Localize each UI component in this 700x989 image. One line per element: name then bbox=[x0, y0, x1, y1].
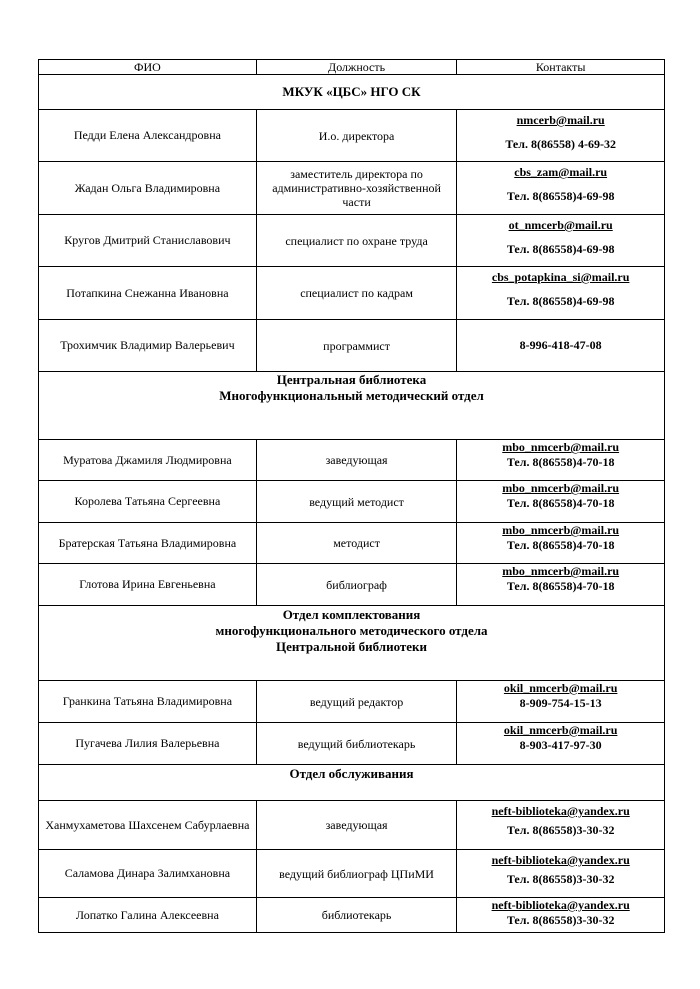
table-row bbox=[39, 801, 665, 850]
section-heading-row bbox=[39, 75, 665, 110]
employee-contacts bbox=[457, 267, 665, 320]
employee-contacts bbox=[457, 215, 665, 267]
employee-contacts bbox=[457, 320, 665, 372]
table-row bbox=[39, 681, 665, 723]
employee-name: Жадан Ольга Владимировна bbox=[39, 162, 257, 215]
employee-position: специалист по охране труда bbox=[256, 215, 457, 267]
email-link[interactable]: mbo_nmcerb@mail.ru bbox=[502, 481, 620, 495]
section-heading-row bbox=[39, 765, 665, 801]
column-header-contacts: Контакты bbox=[457, 60, 665, 75]
phone-number: 8-996-418-47-08 bbox=[519, 338, 602, 352]
column-header-fio: ФИО bbox=[39, 60, 257, 75]
email-link[interactable]: mbo_nmcerb@mail.ru bbox=[502, 523, 620, 537]
phone-number: Тел. 8(86558)4-70-18 bbox=[506, 455, 615, 469]
employee-contacts bbox=[457, 801, 665, 850]
email-link[interactable]: neft-biblioteka@yandex.ru bbox=[491, 853, 630, 867]
phone-number: Тел. 8(86558)3-30-32 bbox=[506, 913, 615, 927]
employee-name: Пугачева Лилия Валерьевна bbox=[39, 723, 257, 765]
phone-number: 8-903-417-97-30 bbox=[519, 738, 602, 752]
table-row bbox=[39, 320, 665, 372]
section-title bbox=[39, 75, 665, 110]
email-link[interactable]: okil_nmcerb@mail.ru bbox=[503, 723, 618, 737]
employee-position: ведущий методист bbox=[256, 481, 457, 523]
employee-name: Саламова Динара Залимхановна bbox=[39, 850, 257, 898]
email-link[interactable]: mbo_nmcerb@mail.ru bbox=[502, 440, 620, 454]
table-row bbox=[39, 564, 665, 606]
section-title-line: Центральная библиотека bbox=[276, 372, 427, 387]
phone-number: Тел. 8(86558)4-69-98 bbox=[506, 294, 615, 308]
employee-contacts bbox=[457, 723, 665, 765]
table-row bbox=[39, 215, 665, 267]
employee-name: Потапкина Снежанна Ивановна bbox=[39, 267, 257, 320]
email-link[interactable]: ot_nmcerb@mail.ru bbox=[508, 218, 613, 232]
section-title bbox=[39, 765, 665, 801]
email-link[interactable]: cbs_potapkina_si@mail.ru bbox=[491, 270, 630, 284]
section-heading-row bbox=[39, 606, 665, 681]
table-row bbox=[39, 162, 665, 215]
employee-contacts bbox=[457, 681, 665, 723]
employee-name: Братерская Татьяна Владимировна bbox=[39, 523, 257, 564]
section-title-line: Отдел обслуживания bbox=[289, 766, 414, 781]
table-header-row bbox=[39, 60, 665, 75]
table-row bbox=[39, 523, 665, 564]
employee-position: специалист по кадрам bbox=[256, 267, 457, 320]
employee-name: Королева Татьяна Сергеевна bbox=[39, 481, 257, 523]
employee-contacts bbox=[457, 162, 665, 215]
section-heading-row bbox=[39, 372, 665, 440]
staff-contacts-table bbox=[38, 59, 665, 933]
table-row bbox=[39, 110, 665, 162]
table-row bbox=[39, 267, 665, 320]
employee-contacts bbox=[457, 850, 665, 898]
email-link[interactable]: cbs_zam@mail.ru bbox=[514, 165, 608, 179]
phone-number: Тел. 8(86558)4-69-98 bbox=[506, 189, 615, 203]
section-title-line: Многофункциональный методический отдел bbox=[219, 388, 484, 403]
employee-position: И.о. директора bbox=[256, 110, 457, 162]
employee-name: Глотова Ирина Евгеньевна bbox=[39, 564, 257, 606]
employee-contacts bbox=[457, 110, 665, 162]
table-row bbox=[39, 440, 665, 481]
employee-name: Лопатко Галина Алексеевна bbox=[39, 898, 257, 933]
email-link[interactable]: neft-biblioteka@yandex.ru bbox=[491, 898, 630, 912]
phone-number: 8-909-754-15-13 bbox=[519, 696, 602, 710]
phone-number: Тел. 8(86558)3-30-32 bbox=[506, 872, 615, 886]
section-title bbox=[39, 606, 665, 681]
table-row bbox=[39, 481, 665, 523]
employee-name: Кругов Дмитрий Станиславович bbox=[39, 215, 257, 267]
employee-position: ведущий редактор bbox=[256, 681, 457, 723]
column-header-position: Должность bbox=[256, 60, 457, 75]
employee-contacts bbox=[457, 523, 665, 564]
employee-name: Трохимчик Владимир Валерьевич bbox=[39, 320, 257, 372]
table-row bbox=[39, 723, 665, 765]
employee-contacts bbox=[457, 481, 665, 523]
employee-contacts bbox=[457, 564, 665, 606]
employee-contacts bbox=[457, 898, 665, 933]
phone-number: Тел. 8(86558)4-69-98 bbox=[506, 242, 615, 256]
section-title-line: Отдел комплектования bbox=[282, 607, 421, 622]
employee-position: ведущий библиограф ЦПиМИ bbox=[256, 850, 457, 898]
employee-position: программист bbox=[256, 320, 457, 372]
employee-contacts bbox=[457, 440, 665, 481]
phone-number: Тел. 8(86558)4-70-18 bbox=[506, 579, 615, 593]
employee-position: ведущий библиотекарь bbox=[256, 723, 457, 765]
section-title bbox=[39, 372, 665, 440]
email-link[interactable]: nmcerb@mail.ru bbox=[516, 113, 605, 127]
employee-name: Гранкина Татьяна Владимировна bbox=[39, 681, 257, 723]
phone-number: Тел. 8(86558)3-30-32 bbox=[506, 823, 615, 837]
employee-name: Педди Елена Александровна bbox=[39, 110, 257, 162]
section-title-line: Центральной библиотеки bbox=[275, 639, 428, 654]
phone-number: Тел. 8(86558)4-70-18 bbox=[506, 496, 615, 510]
phone-number: Тел. 8(86558)4-70-18 bbox=[506, 538, 615, 552]
table-row bbox=[39, 850, 665, 898]
employee-position: методист bbox=[256, 523, 457, 564]
phone-number: Тел. 8(86558) 4-69-32 bbox=[505, 137, 616, 151]
email-link[interactable]: mbo_nmcerb@mail.ru bbox=[502, 564, 620, 578]
employee-position: заместитель директора по административно-хозяйственной части bbox=[256, 162, 457, 215]
table-row bbox=[39, 898, 665, 933]
employee-name: Муратова Джамиля Людмировна bbox=[39, 440, 257, 481]
employee-position: библиограф bbox=[256, 564, 457, 606]
employee-position: заведующая bbox=[256, 801, 457, 850]
email-link[interactable]: neft-biblioteka@yandex.ru bbox=[491, 804, 630, 818]
employee-position: библиотекарь bbox=[256, 898, 457, 933]
email-link[interactable]: okil_nmcerb@mail.ru bbox=[503, 681, 618, 695]
section-title-line: многофункционального методического отдела bbox=[215, 623, 488, 638]
employee-name: Ханмухаметова Шахсенем Сабурлаевна bbox=[39, 801, 257, 850]
section-title-line: МКУК «ЦБС» НГО СК bbox=[282, 84, 421, 99]
employee-position: заведующая bbox=[256, 440, 457, 481]
